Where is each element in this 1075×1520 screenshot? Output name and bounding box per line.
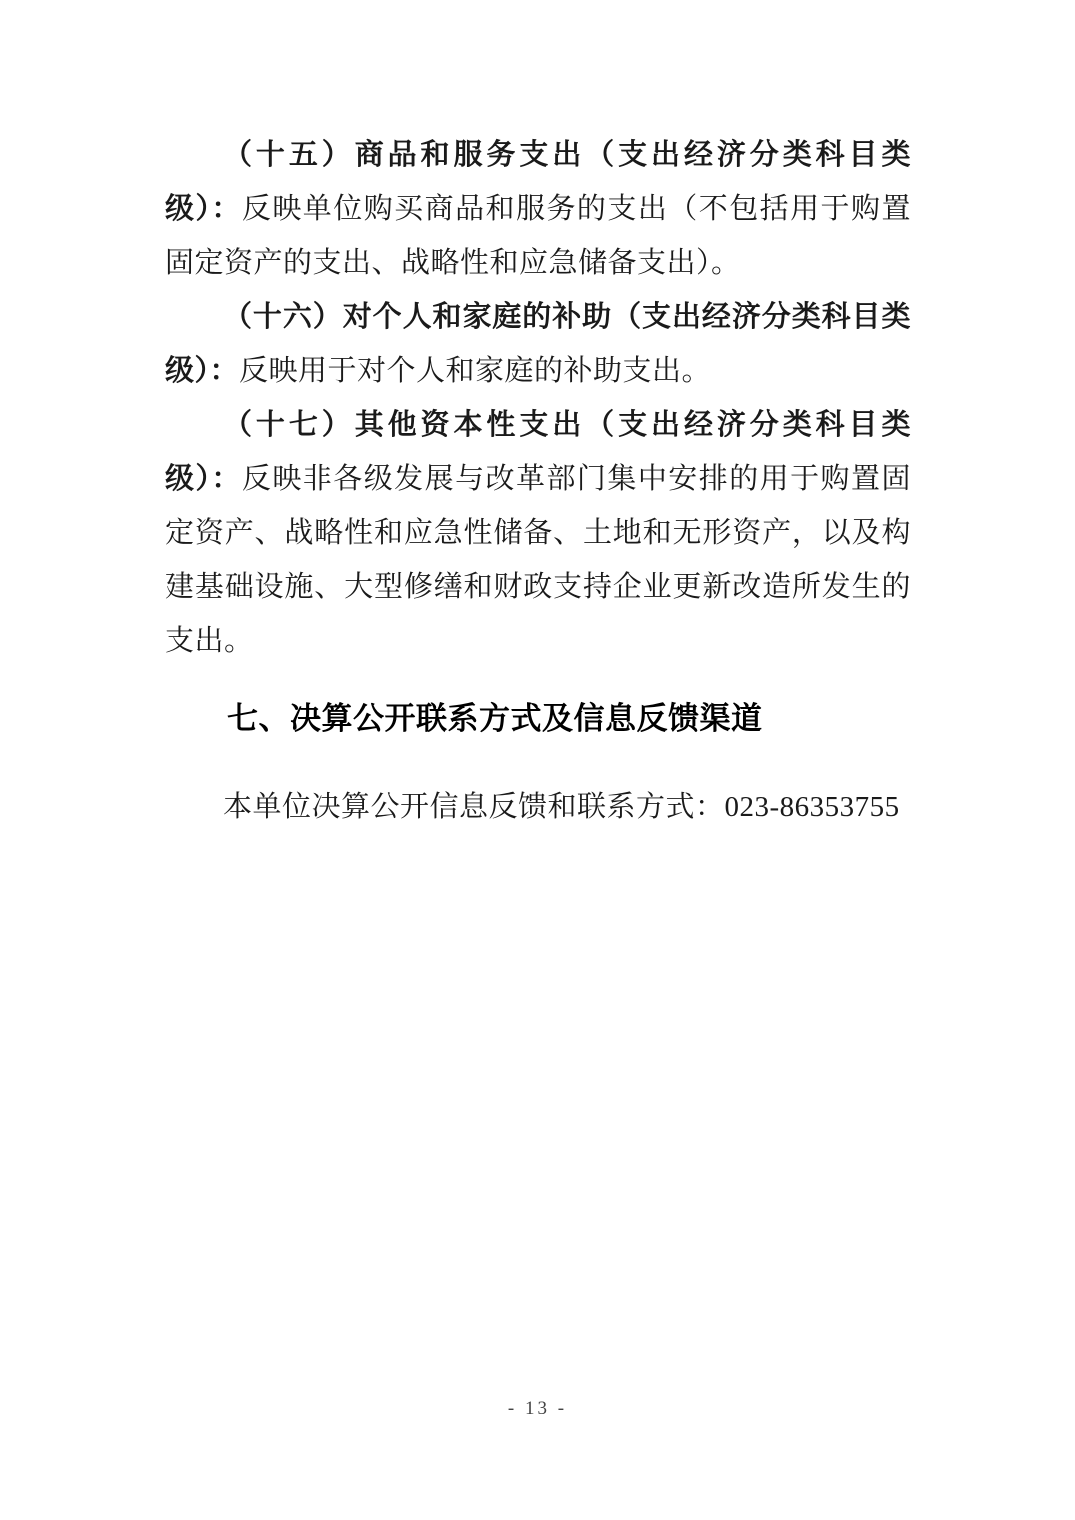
page-number: - 13 -	[507, 1398, 568, 1419]
paragraph-item-15	[165, 128, 911, 290]
paragraph-17-body: 反映非各级发展与改革部门集中安排的用于购置固定资产、战略性和应急性储备、土地和无形资产，以及构建基础设施、大型修缮和财政支持企业更新改造所发生的支出。	[165, 463, 911, 657]
paragraph-16-lead: （十六）对个人和家庭的补助（支出经济分类科目类级）：	[165, 301, 911, 387]
paragraph-15-body: 反映单位购买商品和服务的支出（不包括用于购置固定资产的支出、战略性和应急储备支出）。	[165, 193, 911, 279]
contact-line: 本单位决算公开信息反馈和联系方式：023-86353755	[223, 791, 900, 823]
document-body	[165, 128, 911, 834]
section-heading-7: 七、决算公开联系方式及信息反馈渠道	[227, 701, 763, 736]
paragraph-item-16	[165, 290, 911, 398]
paragraph-16-body: 反映用于对个人和家庭的补助支出。	[239, 355, 712, 387]
paragraph-17-lead: （十七）其他资本性支出（支出经济分类科目类级）：	[165, 409, 911, 495]
paragraph-item-17	[165, 398, 911, 668]
paragraph-15-lead: （十五）商品和服务支出（支出经济分类科目类级）：	[165, 139, 911, 225]
